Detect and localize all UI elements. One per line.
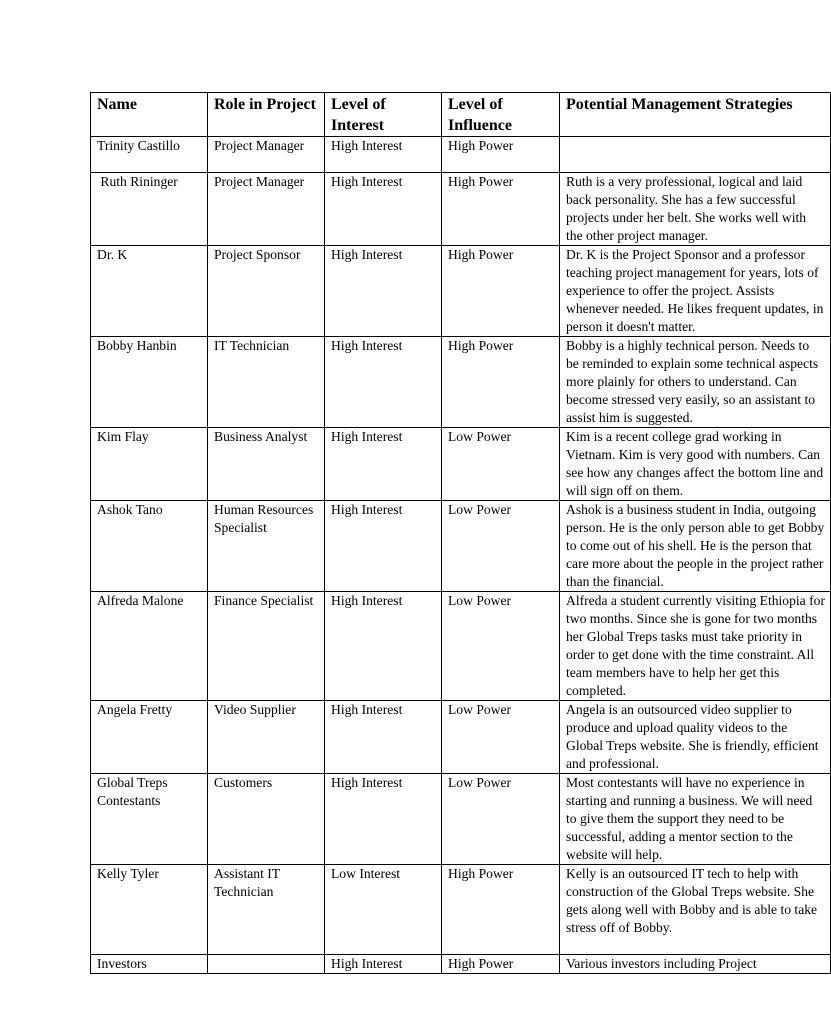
cell-interest: High Interest [325,337,442,428]
cell-role: Finance Specialist [208,592,325,701]
table-row [91,137,831,173]
cell-strategy: Kelly is an outsourced IT tech to help with construction of the Global Treps website. She gets along well with Bobby and is able to take stress off of Bobby. [560,865,831,955]
table-row [91,428,831,501]
cell-name: Angela Fretty [91,701,208,774]
table-row [91,501,831,592]
cell-strategy: Dr. K is the Project Sponsor and a professor teaching project management for years, lots of experience to offer the project. Assists whenever needed. He likes frequent updates, in person it doesn't matter. [560,246,831,337]
cell-interest: High Interest [325,774,442,865]
cell-interest: High Interest [325,501,442,592]
cell-strategy: Angela is an outsourced video supplier to produce and upload quality videos to the Global Treps website. She is friendly, efficient and professional. [560,701,831,774]
cell-interest: High Interest [325,428,442,501]
cell-influence: High Power [442,337,560,428]
header-interest: Level of Interest [325,93,442,137]
cell-role: Assistant IT Technician [208,865,325,955]
cell-name: Trinity Castillo [91,137,208,173]
stakeholder-table [90,92,831,974]
cell-role: Human Resources Specialist [208,501,325,592]
header-name: Name [91,93,208,137]
table-row [91,592,831,701]
cell-name: Dr. K [91,246,208,337]
cell-influence: Low Power [442,774,560,865]
cell-strategy: Kim is a recent college grad working in Vietnam. Kim is very good with numbers. Can see how any changes affect the bottom line and will sign off on them. [560,428,831,501]
cell-influence: High Power [442,173,560,246]
cell-strategy: Most contestants will have no experience in starting and running a business. We will need to give them the support they need to be successful, adding a mentor section to the website will help. [560,774,831,865]
cell-strategy: Bobby is a highly technical person. Needs to be reminded to explain some technical aspects more plainly for others to understand. Can become stressed very easily, so an assistant to assist him is suggested. [560,337,831,428]
cell-name: Ruth Rininger [91,173,208,246]
cell-interest: High Interest [325,246,442,337]
cell-interest: High Interest [325,955,442,974]
cell-influence: High Power [442,137,560,173]
table-row [91,774,831,865]
cell-interest: Low Interest [325,865,442,955]
cell-interest: High Interest [325,592,442,701]
cell-role: Video Supplier [208,701,325,774]
table-row [91,246,831,337]
cell-influence: High Power [442,246,560,337]
cell-interest: High Interest [325,137,442,173]
cell-influence: Low Power [442,501,560,592]
cell-interest: High Interest [325,173,442,246]
table-row [91,865,831,955]
table-header-row [91,93,831,137]
cell-name: Kelly Tyler [91,865,208,955]
cell-name: Investors [91,955,208,974]
cell-name: Alfreda Malone [91,592,208,701]
table-row [91,337,831,428]
cell-name: Ashok Tano [91,501,208,592]
header-role: Role in Project [208,93,325,137]
header-influence: Level of Influence [442,93,560,137]
cell-strategy: Alfreda a student currently visiting Ethiopia for two months. Since she is gone for two months her Global Treps tasks must take priority in order to get done with the time constraint. All team members have to help her get this completed. [560,592,831,701]
cell-influence: Low Power [442,592,560,701]
table-row [91,701,831,774]
cell-role: Customers [208,774,325,865]
cell-strategy: Various investors including Project [560,955,831,974]
cell-role: Project Sponsor [208,246,325,337]
cell-role: Project Manager [208,173,325,246]
cell-influence: High Power [442,955,560,974]
cell-strategy: Ruth is a very professional, logical and laid back personality. She has a few successful projects under her belt. She works well with the other project manager. [560,173,831,246]
cell-name: Kim Flay [91,428,208,501]
cell-role: IT Technician [208,337,325,428]
header-strategy: Potential Management Strategies [560,93,831,137]
cell-strategy: Ashok is a business student in India, outgoing person. He is the only person able to get Bobby to come out of his shell. He is the person that care more about the people in the project rather than the financial. [560,501,831,592]
cell-influence: Low Power [442,701,560,774]
cell-role: Project Manager [208,137,325,173]
table-row [91,173,831,246]
cell-name: Global Treps Contestants [91,774,208,865]
cell-influence: Low Power [442,428,560,501]
cell-role [208,955,325,974]
table-row [91,955,831,974]
cell-interest: High Interest [325,701,442,774]
cell-name: Bobby Hanbin [91,337,208,428]
cell-role: Business Analyst [208,428,325,501]
cell-influence: High Power [442,865,560,955]
cell-strategy [560,137,831,173]
